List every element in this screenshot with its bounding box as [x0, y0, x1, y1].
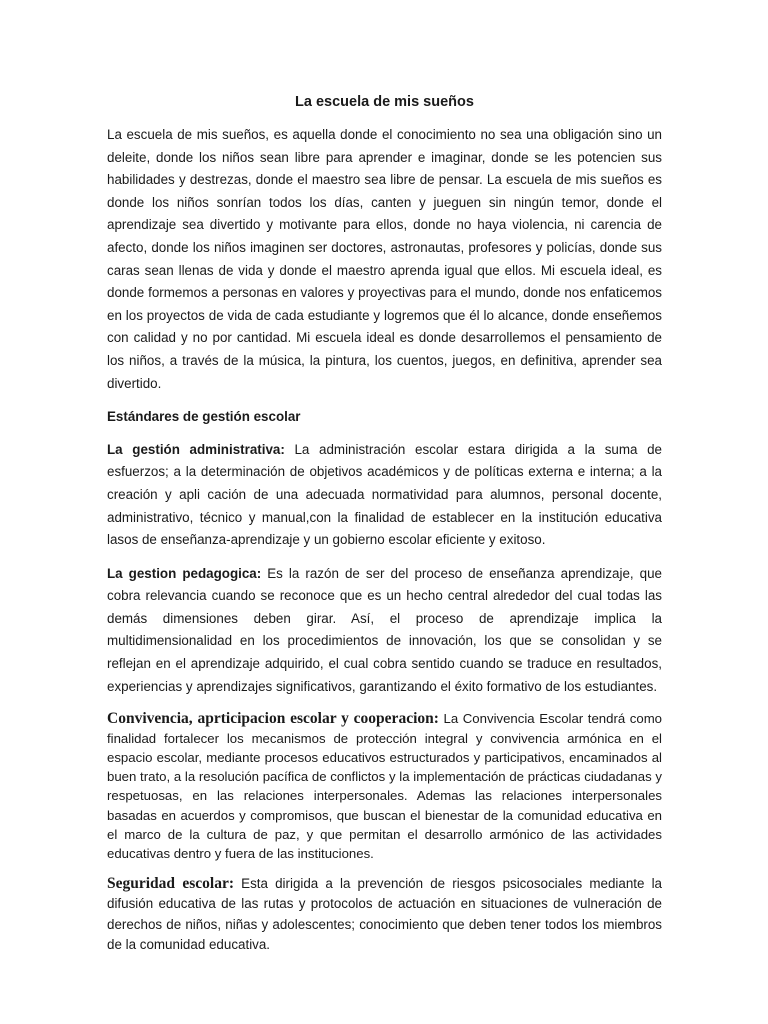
section-text-pedagogical: Es la razón de ser del proceso de enseñanza aprendizaje, que cobra relevancia cuando se reconoce que es un hecho central alrededor del cual todas las demás dimensiones deben girar. Así, el proceso de aprendizaje implica la multidimensionalidad en los procedimientos de innovación, los que se consolidan y se reflejan en el aprendizaje adquirido, el cual cobra sentido cuando se traduce en resultados, experiencias y aprendizajes significativos, garantizando el éxito formativo de los estudiantes. [107, 565, 662, 694]
section-text-coexistence: La Convivencia Escolar tendrá como finalidad fortalecer los mecanismos de protección integral y convivencia armónica en el espacio escolar, mediante procesos educativos estructurados y participativos, encaminados al buen trato, a la resolución pacífica de conflictos y la implementación de prácticas ciudadanas y respetuosas, en las relaciones interpersonales. Ademas las relaciones interpersonales basadas en acuerdos y compromisos, que buscan el bienestar de la comunidad educativa en el marco de la cultura de paz, y que permitan el desarrollo armónico de las actividades educativas dentro y fuera de las instituciones. [107, 711, 663, 862]
section-label-coexistence: Convivencia, aprticipacion escolar y cooperacion: [107, 710, 439, 728]
section-coexistence [107, 709, 662, 863]
section-label-administrative: La gestión administrativa: [107, 441, 285, 457]
standards-heading: Estándares de gestión escolar [107, 409, 301, 425]
intro-paragraph: La escuela de mis sueños, es aquella donde el conocimiento no sea una obligación sino un deleite, donde los niños sean libre para aprender e imaginar, donde se les potencien sus habilidades y destrezas, donde el maestro sea libre de pensar. La escuela de mis sueños es donde los niños sonrían todos los días, canten y jueguen sin ningún temor, donde el aprendizaje sea divertido y motivante para ellos, donde no haya violencia, ni carencia de afecto, donde los niños imaginen ser doctores, astronautas, profesores y policías, donde sus caras sean llenas de vida y donde el maestro aprenda igual que ellos. Mi escuela ideal, es donde formemos a personas en valores y proyectivas para el mundo, donde nos enfaticemos en los proyectos de vida de cada estudiante y logremos que él lo alcance, donde enseñemos con calidad y no por cantidad. Mi escuela ideal es donde desarrollemos el pensamiento de los niños, a través de la música, la pintura, los cuentos, juegos, en definitiva, aprender sea divertido. [107, 127, 662, 391]
section-pedagogical [107, 563, 662, 699]
section-safety [107, 874, 662, 956]
section-text-safety: Esta dirigida a la prevención de riesgos psicosociales mediante la difusión educativa de las rutas y protocolos de actuación en situaciones de vulneración de derechos de niños, niñas y adolescentes; conocimiento que deben tener todos los miembros de la comunidad educativa. [107, 875, 663, 953]
document-title: La escuela de mis sueños [295, 94, 474, 110]
section-text-administrative: La administración escolar estara dirigida a la suma de esfuerzos; a la determinación de objetivos académicos y de políticas externa e interna; a la creación y apli cación de una adecuada normatividad para alumnos, personal docente, administrativo, técnico y manual,con la finalidad de establecer en la institución educativa lasos de enseñanza-aprendizaje y un gobierno escolar eficiente y exitoso. [107, 441, 662, 548]
section-label-safety: Seguridad escolar: [107, 874, 234, 892]
section-label-pedagogical: La gestion pedagogica: [107, 565, 262, 581]
document-page [107, 92, 662, 967]
section-administrative [107, 439, 662, 552]
